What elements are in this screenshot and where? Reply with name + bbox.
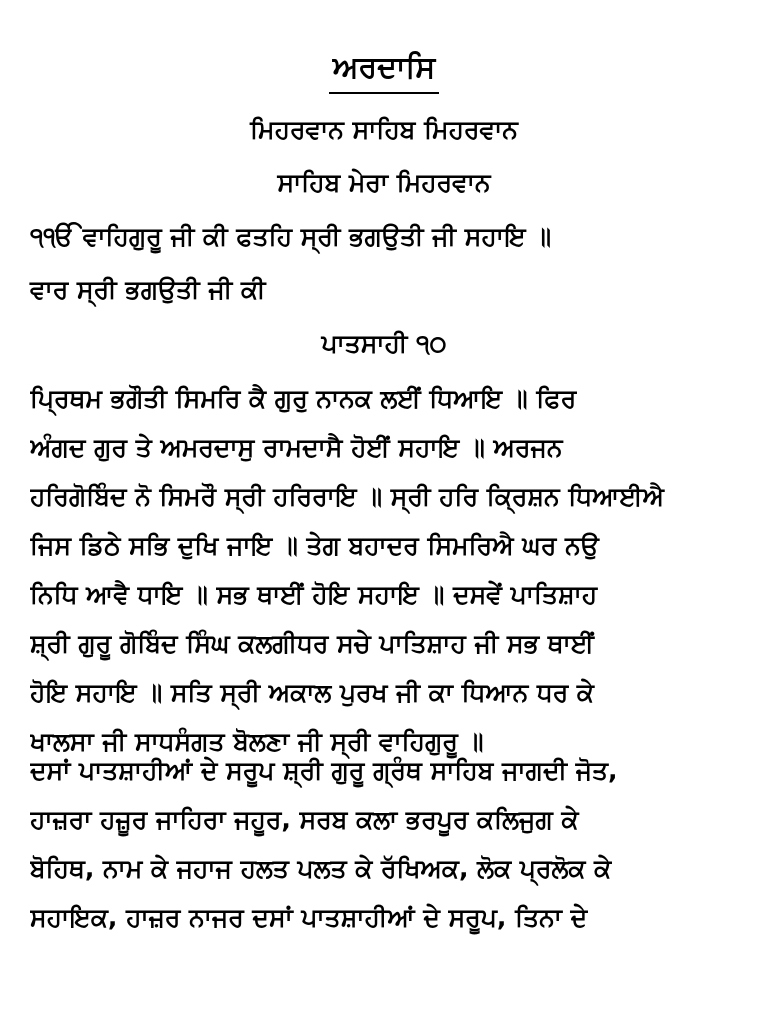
var-heading-line: ਵਾਰ ਸ੍ਰੀ ਭਗਉਤੀ ਜੀ ਕੀ [30,275,266,304]
paragraph-2 [30,746,760,942]
page-title-text: ਅਰਦਾਸਿ [329,48,439,94]
paragraph-2-line: ਬੋਹਿਥ, ਨਾਮ ਕੇ ਜਹਾਜ ਹਲਤ ਪਲਤ ਕੇ ਰੱਖਿਅਕ, ਲੋਕ ਪ੍ਰਲੋਕ ਕੇ [30,854,612,883]
subtitle-line-1: ਮਿਹਰਵਾਨ ਸਾਹਿਬ ਮਿਹਰਵਾਨ [250,115,518,144]
paragraph-1-line: ਹੋਇ ਸਹਾਇ ॥ ਸਤਿ ਸ੍ਰੀ ਅਕਾਲ ਪੁਰਖ ਜੀ ਕਾ ਧਿਆਨ ਧਰ ਕੇ [30,678,594,707]
paragraph-1-line: ਜਿਸ ਡਿਠੇ ਸਭਿ ਦੁਖਿ ਜਾਇ ॥ ਤੇਗ ਬਹਾਦਰ ਸਿਮਰਿਐ ਘਰ ਨਉ [30,531,599,560]
paragraph-1-line: ਸ਼੍ਰੀ ਗੁਰੂ ਗੋਬਿੰਦ ਸਿੰਘ ਕਲਗੀਧਰ ਸਚੇ ਪਾਤਿਸ਼ਾਹ ਜੀ ਸਭ ਥਾਈਂ [30,629,594,658]
paragraph-2-line: ਸਹਾਇਕ, ਹਾਜ਼ਰ ਨਾਜਰ ਦਸਾਂ ਪਾਤਸ਼ਾਹੀਆਂ ਦੇ ਸਰੂਪ, ਤਿਨਾ ਦੇ [30,903,588,932]
page-title [0,48,768,94]
paragraph-1-line: ਪ੍ਰਿਥਮ ਭਗੌਤੀ ਸਿਮਰਿ ਕੈ ਗੁਰੁ ਨਾਨਕ ਲਈਂ ਧਿਆਇ ॥ ਫਿਰ [30,384,577,413]
paragraph-1-line: ਨਿਧਿ ਆਵੈ ਧਾਇ ॥ ਸਭ ਥਾਈਂ ਹੋਇ ਸਹਾਇ ॥ ਦਸਵੇਂ ਪਾਤਿਸ਼ਾਹ [30,580,598,609]
patshahi-heading: ਪਾਤਸਾਹੀ ੧੦ [321,329,447,358]
paragraph-1-line: ਅੰਗਦ ਗੁਰ ਤੇ ਅਮਰਦਾਸੁ ਰਾਮਦਾਸੈ ਹੋਈਂ ਸਹਾਇ ॥ ਅਰਜਨ [30,433,563,462]
paragraph-1 [30,374,760,766]
paragraph-1-line: ਹਰਿਗੋਬਿੰਦ ਨੋ ਸਿਮਰੌ ਸ੍ਰੀ ਹਰਿਰਾਇ ॥ ਸ੍ਰੀ ਹਰਿ ਕ੍ਰਿਸ਼ਨ ਧਿਆਈਐ [30,482,664,511]
subtitle-line-2: ਸਾਹਿਬ ਮੇਰਾ ਮਿਹਰਵਾਨ [277,168,491,197]
paragraph-2-line: ਦਸਾਂ ਪਾਤਸ਼ਾਹੀਆਂ ਦੇ ਸਰੂਪ ਸ਼੍ਰੀ ਗੁਰੂ ਗ੍ਰੰਥ ਸਾਹਿਬ ਜਾਗਦੀ ਜੋਤ, [30,756,618,785]
paragraph-1-line: ਖਾਲਸਾ ਜੀ ਸਾਧਸੰਗਤ ਬੋਲਣਾ ਜੀ ਸ੍ਰੀ ਵਾਹਿਗੁਰੂ ॥ [30,727,484,756]
invocation-line: ੧ੴ ਵਾਹਿਗੁਰੂ ਜੀ ਕੀ ਫਤਹਿ ਸ੍ਰੀ ਭਗਉਤੀ ਜੀ ਸਹਾਇ ॥ [30,222,552,251]
paragraph-2-line: ਹਾਜ਼ਰਾ ਹਜ਼ੂਰ ਜਾਹਿਰਾ ਜਹੂਰ, ਸਰਬ ਕਲਾ ਭਰਪੂਰ ਕਲਿਜੁਗ ਕੇ [30,805,579,834]
